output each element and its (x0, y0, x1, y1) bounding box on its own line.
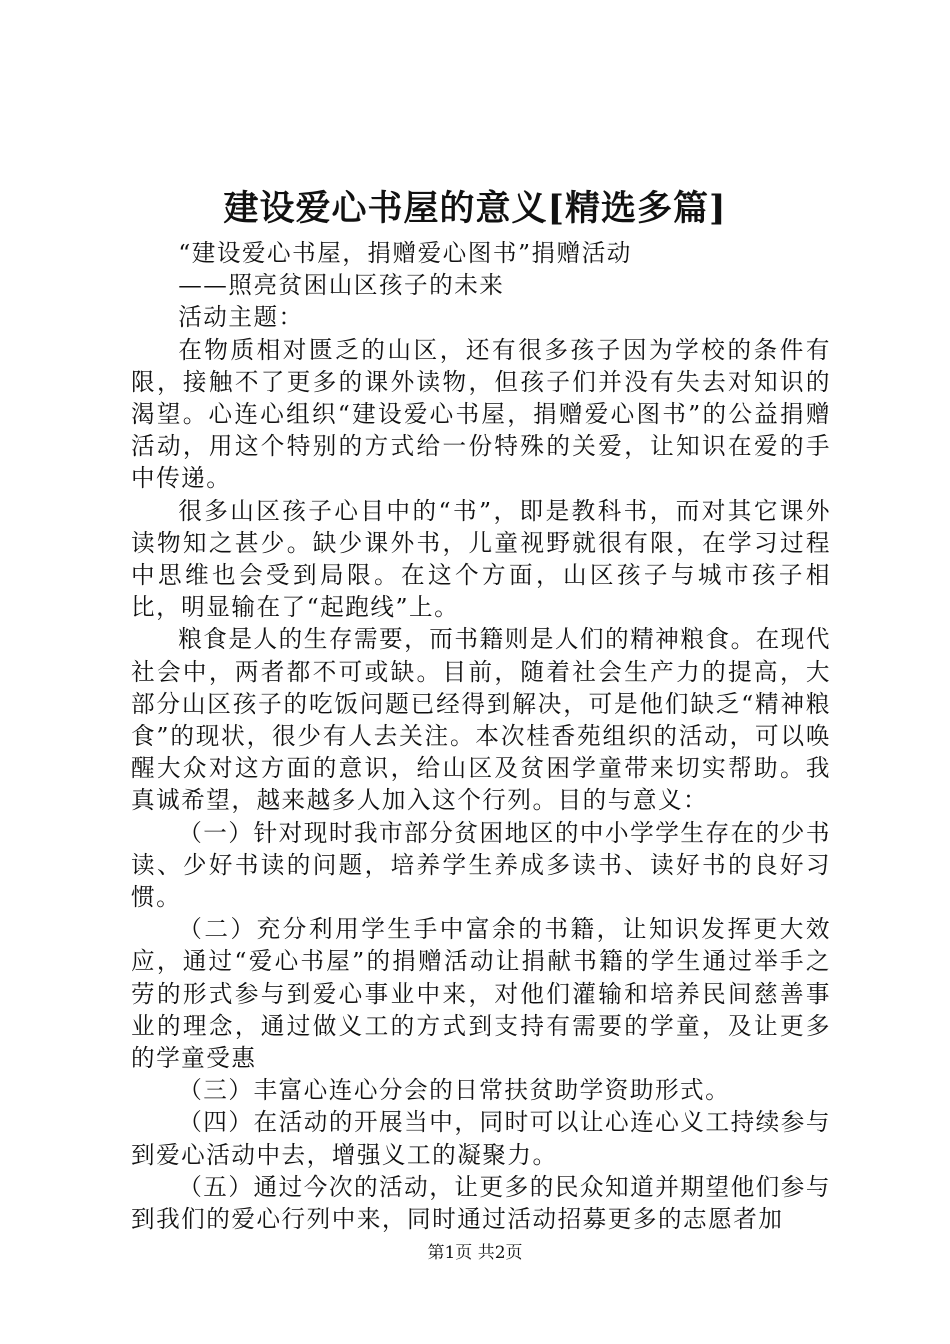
body-paragraph: 在物质相对匮乏的山区，还有很多孩子因为学校的条件有限，接触不了更多的课外读物，但孩子们并没有失去对知识的渴望。心连心组织“建设爱心书屋，捐赠爱心图书”的公益捐赠活动，用这个特别的方式给一份特殊的关爱，让知识在爱的手中传递。 (131, 335, 831, 493)
body-paragraph: 很多山区孩子心目中的“书”，即是教科书，而对其它课外读物知之甚少。缺少课外书，儿童视野就很有限，在学习过程中思维也会受到局限。在这个方面，山区孩子与城市孩子相比，明显输在了“起跑线”上。 (131, 496, 831, 622)
list-item: （四）在活动的开展当中，同时可以让心连心义工持续参与到爱心活动中去，增强义工的凝聚力。 (131, 1108, 831, 1169)
list-item: （三）丰富心连心分会的日常扶贫助学资助形式。 (178, 1076, 731, 1105)
body-paragraph: 粮食是人的生存需要，而书籍则是人们的精神粮食。在现代社会中，两者都不可或缺。目前，随着社会生产力的提高，大部分山区孩子的吃饭问题已经得到解决，可是他们缺乏“精神粮食”的现状，很少有人去关注。本次桂香苑组织的活动，可以唤醒大众对这方面的意识，给山区及贫困学童带来切实帮助。我真诚希望，越来越多人加入这个行列。目的与意义： (131, 625, 831, 815)
page-footer: 第1页 共2页 (427, 1243, 523, 1263)
theme-label: 活动主题： (178, 303, 304, 332)
list-item: （五）通过今次的活动，让更多的民众知道并期望他们参与到我们的爱心行列中来，同时通过活动招募更多的志愿者加 (131, 1172, 831, 1234)
event-subheading: ——照亮贫困山区孩子的未来 (178, 271, 505, 300)
document-body (131, 237, 831, 1235)
event-heading: “建设爱心书屋，捐赠爱心图书”捐赠活动 (178, 239, 632, 267)
list-item: （二）充分利用学生手中富余的书籍，让知识发挥更大效应，通过“爱心书屋”的捐赠活动让捐献书籍的学生通过举手之劳的形式参与到爱心事业中来，对他们灌输和培养民间慈善事业的理念，通过做义工的方式到支持有需要的学童，及让更多的学童受惠 (131, 915, 831, 1073)
document-title: 建设爱心书屋的意义[精选多篇] (223, 188, 727, 229)
list-item: （一）针对现时我市部分贫困地区的中小学学生存在的少书读、少好书读的问题，培养学生养成多读书、读好书的良好习惯。 (131, 818, 831, 912)
